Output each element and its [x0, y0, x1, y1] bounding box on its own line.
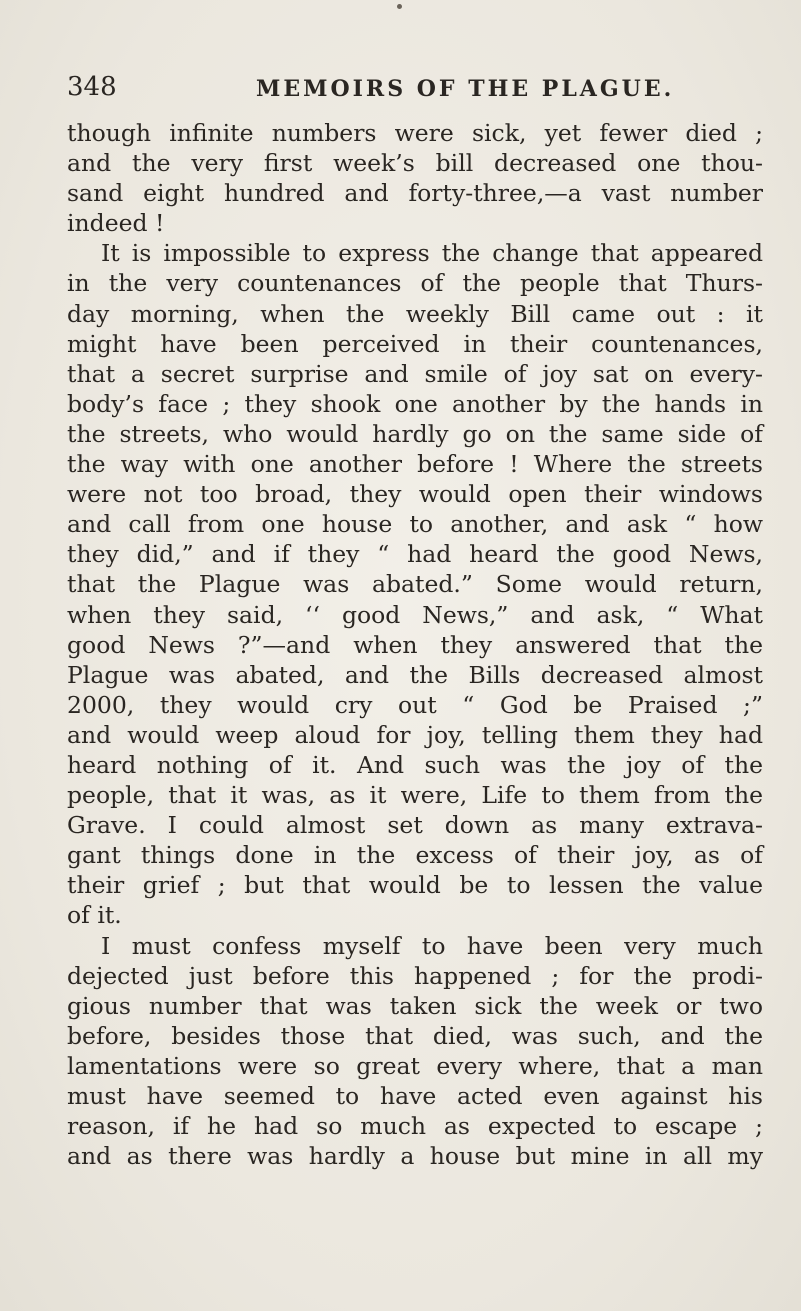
text-line: of it.	[67, 901, 122, 930]
text-line: though infinite numbers were sick, yet fewer died ;	[67, 119, 763, 147]
text-line: when they said, ‘‘ good News,” and ask, “ What	[67, 600, 763, 629]
text-line: that a secret surprise and smile of joy sat on every-	[67, 359, 763, 388]
text-line: reason, if he had so much as expected to escape ;	[67, 1112, 763, 1141]
text-line: gant things done in the excess of their joy, as of	[67, 841, 763, 870]
text-line: and call from one house to another, and ask “ how	[67, 510, 763, 539]
text-line: body’s face ; they shook one another by the hands in	[67, 389, 763, 418]
ink-speck	[397, 4, 402, 9]
body-text	[67, 118, 763, 1171]
text-line: gious number that was taken sick the week or two	[67, 991, 763, 1020]
text-line: they did,” and if they “ had heard the good News,	[67, 540, 763, 569]
text-line: the way with one another before ! Where the streets	[67, 450, 763, 479]
text-line: Grave. I could almost set down as many extrava-	[67, 811, 763, 840]
text-line: their grief ; but that would be to lessen the value	[67, 871, 763, 900]
text-line: in the very countenances of the people that Thurs-	[67, 269, 763, 298]
text-line: Plague was abated, and the Bills decreased almost	[67, 660, 763, 689]
text-line: before, besides those that died, was such, and the	[67, 1021, 763, 1050]
text-line: 2000, they would cry out “ God be Praised ;”	[67, 690, 763, 719]
text-line: dejected just before this happened ; for the prodi-	[67, 961, 763, 990]
text-line: indeed !	[67, 209, 165, 238]
running-title: MEMOIRS OF THE PLAGUE.	[256, 76, 675, 102]
text-line: people, that it was, as it were, Life to them from the	[67, 781, 763, 810]
text-line: and would weep aloud for joy, telling them they had	[67, 720, 763, 749]
text-line: day morning, when the weekly Bill came out : it	[67, 299, 763, 328]
page-number: 348	[67, 72, 117, 102]
text-line: and the very first week’s bill decreased one thou-	[67, 149, 763, 178]
text-line: heard nothing of it. And such was the joy of the	[67, 750, 763, 779]
text-line: I must confess myself to have been very much	[101, 931, 763, 960]
text-line: the streets, who would hardly go on the same side of	[67, 419, 763, 448]
text-line: might have been perceived in their countenances,	[67, 329, 763, 358]
text-line: must have seemed to have acted even against his	[67, 1082, 763, 1110]
text-line: that the Plague was abated.” Some would return,	[67, 570, 763, 599]
text-line: were not too broad, they would open their windows	[67, 480, 763, 509]
text-line: It is impossible to express the change that appeared	[101, 239, 763, 268]
text-line: lamentations were so great every where, that a man	[67, 1051, 763, 1080]
text-line: good News ?”—and when they answered that the	[67, 630, 763, 659]
text-line: sand eight hundred and forty-three,—a vast number	[67, 179, 763, 208]
text-line: and as there was hardly a house but mine in all my	[67, 1142, 763, 1171]
